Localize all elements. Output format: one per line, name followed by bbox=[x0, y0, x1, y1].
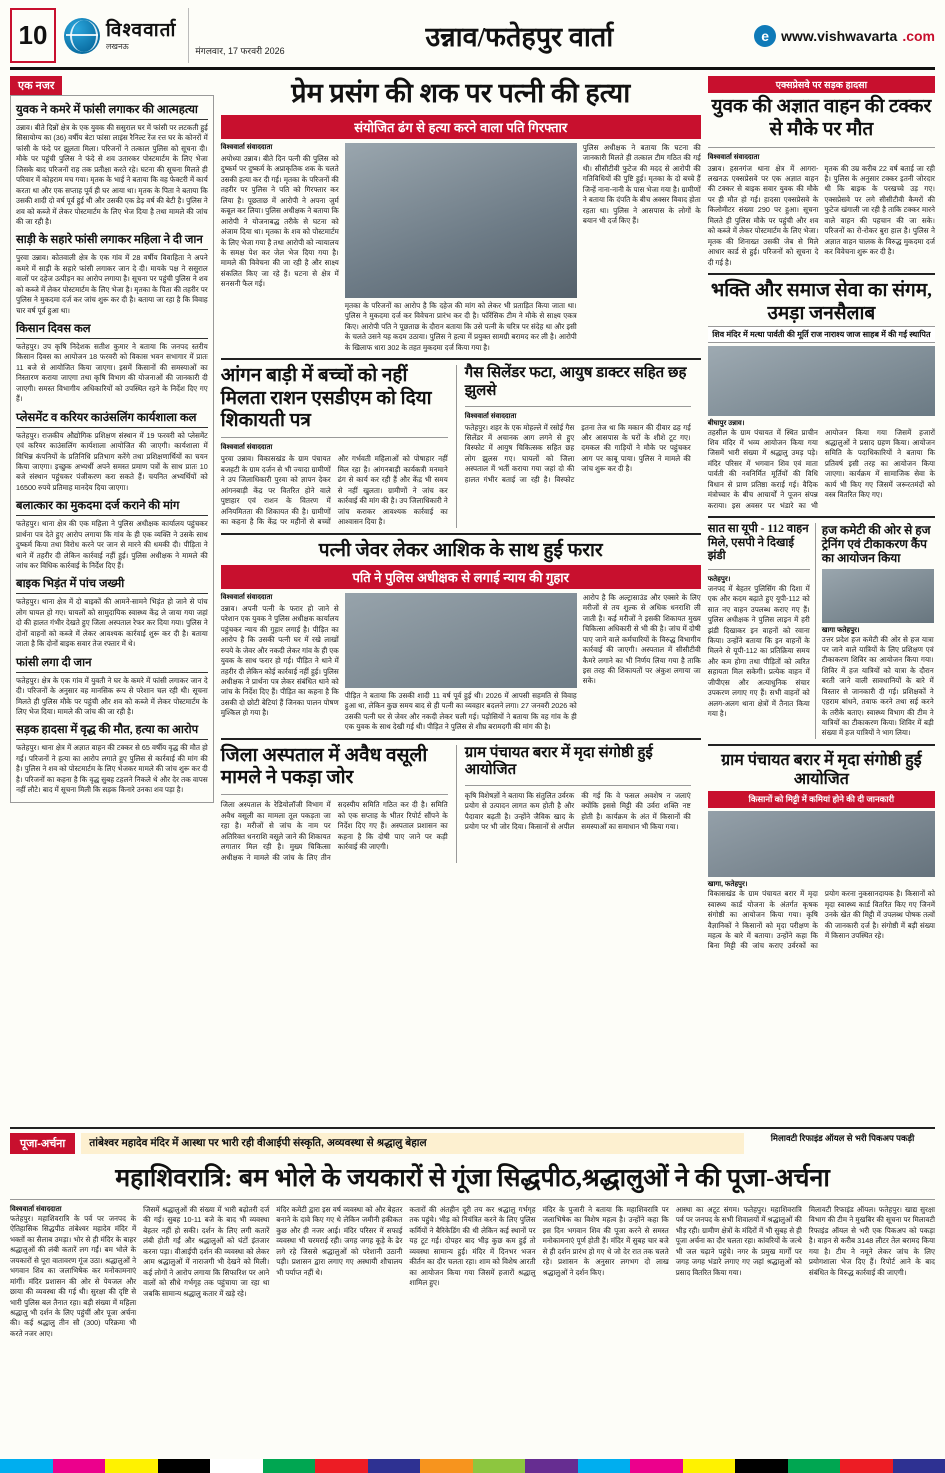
story-b1-byline: विश्ववार्ता संवाददाता bbox=[220, 444, 273, 452]
puja-tag: पूजा-अर्चना bbox=[10, 1133, 75, 1154]
r2-photo bbox=[708, 346, 935, 416]
r5-photo bbox=[708, 811, 935, 877]
site-com: .com bbox=[902, 27, 935, 44]
bottom-col-6: आस्था का अटूट संगम। फतेहपुर। महाशिवरात्रि पर्व पर जनपद के सभी शिवालयों में श्रद्धालुओं की भीड़ रही। ग्रामीण क्षेत्रों के मंदिरों में भी सुबह से ही पूजा अर्चना का दौर चलता रहा। कांवरियों के जत्थे भी जल चढ़ाने पहुंचे। नगर के प्रमुख मार्गों पर जगह जगह भंडारे लगाए गए जहां श्रद्धालुओं को प्रसाद वितरित किया गया। bbox=[675, 1205, 802, 1277]
left-item-title: बाइक भिड़ंत में पांच जख्मी bbox=[16, 576, 208, 594]
r3-body: जनपद में बेहतर पुलिसिंग की दिशा में एक और कदम बढ़ाते हुए यूपी-112 को सात नए वाहन उपलब्ध कराए गए हैं। पुलिस अधीक्षक ने पुलिस लाइन में हरी झंडी दिखाकर इन वाहनों को रवाना किया। उन्होंने बताया कि इन वाहनों के मिलने से यूपी-112 का प्रतिक्रिया समय और कम होगा तथा पीड़ितों को त्वरित सहायता मिल सकेगी। प्रत्येक वाहन में जीपीएस और अत्याधुनिक संचार उपकरण लगाए गए हैं। सभी वाहनों को अलग-अलग थाना क्षेत्रों में तैनात किया गया है। bbox=[707, 583, 810, 718]
bottom-byline: विश्ववार्ता संवाददाता bbox=[10, 1206, 62, 1213]
bottom-col-5: मंदिर के पुजारी ने बताया कि महाशिवरात्रि पर जलाभिषेक का विशेष महत्व है। उन्होंने कहा कि इस दिन भगवान शिव की पूजा करने से समस्त मनोकामनाएं पूर्ण होती हैं। मंदिर में सुबह चार बजे से ही दर्शन प्रारंभ हो गए थे जो देर रात तक चलते रहे। प्रशासन के अनुसार लगभग दो लाख श्रद्धालुओं ने दर्शन किए। bbox=[542, 1205, 669, 1277]
story-b1-body: पुरवा उन्नाव। विकासखंड के ग्राम पंचायत बजहटी के ग्राम दर्जन से भी ज्यादा ग्रामीणों ने उप जिलाधिकारी पुरवा को ज्ञापन देकर आंगनबाड़ी केंद्र पर वितरित होने वाले पुष्टाहार एवं राशन के वितरण में अनियमितता की शिकायत की है। ग्रामीणों का कहना है कि केंद्र पर महीनों से बच्चों और गर्भवती महिलाओं को पोषाहार नहीं मिल रहा है। आंगनबाड़ी कार्यकत्री मनमाने ढंग से कार्य कर रही हैं और केंद्र भी समय से नहीं खुलता। ग्रामीणों ने जांच कर कार्रवाई की मांग की है। उप जिलाधिकारी ने जांच कराकर आवश्यक कार्रवाई का आश्वासन दिया है। bbox=[220, 454, 448, 527]
lead-col-1: अयोध्या उन्नाव। बीते दिन पत्नी की पुलिस को दुष्कर्म पर दुष्कर्म के अप्राकृतिक शक के चलते उसकी हत्या कर दी गई। मृतका के परिजनों की तहरीर पर पुलिस ने पति को गिरफ्तार कर लिया है। पूछताछ में आरोपी ने अपना जुर्म कबूल कर लिया। पुलिस अधीक्षक ने बताया कि आरोपी ने योजनाबद्ध तरीके से घटना को अंजाम दिया था। मृतका के शव को पोस्टमार्टम के लिए भेजा गया है तथा आरोपी को न्यायालय के समक्ष पेश कर जेल भेज दिया गया है। मामले की विवेचना की जा रही है और साक्ष्य संकलित किए जा रहे हैं। घटना से क्षेत्र में सनसनी फैल गई। bbox=[220, 154, 339, 289]
r3-byline: फतेहपुर। bbox=[707, 575, 731, 583]
masthead bbox=[10, 8, 935, 70]
story-b3-byline: विश्ववार्ता संवाददाता bbox=[220, 593, 273, 601]
ek-nazar-label: एक नजर bbox=[10, 76, 62, 95]
globe-icon bbox=[64, 18, 100, 54]
lead-byline: विश्ववार्ता संवाददाता bbox=[220, 144, 273, 152]
e-globe-icon: e bbox=[754, 25, 776, 47]
r5-subhead: किसानों को मिट्टी में कमियां होने की दी जानकारी bbox=[708, 791, 935, 808]
bottom-col-1: फतेहपुर। महाशिवरात्रि के पर्व पर जनपद के ऐतिहासिक सिद्धपीठ तांबेश्वर महादेव मंदिर में भक्तों का सैलाब उमड़ा। भोर से ही मंदिर के बाहर श्रद्धालुओं की लंबी कतारें लग गईं। बम भोले के जयकारों से पूरा वातावरण गूंज उठा। श्रद्धालुओं ने भगवान शिव का जलाभिषेक कर मनोकामनाएं मांगीं। मंदिर प्रशासन की ओर से पेयजल और छाया की व्यवस्था की गई थी। सुरक्षा की दृष्टि से भारी पुलिस बल तैनात रहा। बड़ी संख्या में महिला श्रद्धालु भी दर्शन के लिए पहुंचीं और पूजा अर्चना की। कई श्रद्धालु तीन सौ (300) परिक्रमा भी करते नजर आए। bbox=[10, 1214, 137, 1338]
r1-headline: युवक की अज्ञात वाहन की टक्कर से मौके पर मौत bbox=[711, 96, 932, 140]
publication-logo bbox=[64, 8, 189, 63]
bottom-col-3: मंदिर कमेटी द्वारा इस वर्ष व्यवस्था को और बेहतर बनाने के दावे किए गए थे लेकिन जमीनी हकीकत कुछ और ही नजर आई। मंदिर परिसर में सफाई व्यवस्था भी चरमराई रही। जगह जगह कूड़े के ढेर लगे रहे जिससे श्रद्धालुओं को परेशानी उठानी पड़ी। प्रशासन द्वारा लगाए गए अस्थायी शौचालय भी पर्याप्त नहीं थे। bbox=[276, 1205, 403, 1277]
r1-col1: उन्नाव। हसनगंज थाना क्षेत्र में आगरा-लखनऊ एक्सप्रेसवे पर एक अज्ञात वाहन की टक्कर से बाइक सवार युवक की मौके पर ही मौत हो गई। हादसा एक्सप्रेसवे के किलोमीटर संख्या 290 पर हुआ। सूचना मिलते ही पुलिस मौके पर पहुंची और शव को कब्जे में लेकर पोस्टमार्टम के लिए भेजा। मृतक की शिनाख्त उसकी जेब से मिले आधार कार्ड से हुई। परिजनों को सूचना दे दी गई है। bbox=[707, 163, 819, 267]
bottom-divider bbox=[10, 1127, 935, 1129]
r1-banner: एक्सप्रेसवे पर सड़क हादसा bbox=[708, 76, 935, 93]
bottom-strap: तांबेश्वर महादेव मंदिर में आस्था पर भारी रही वीआईपी संस्कृति, अव्यवस्था से श्रद्धालु बेहाल bbox=[81, 1133, 744, 1154]
r2-subhead: शिव मंदिर में मत्था पार्वती की मूर्ति राज नाराश्य जाज साहब में की गई स्थापित bbox=[708, 326, 935, 343]
r5-headline: ग्राम पंचायत बरार में मृदा संगोष्ठी हुई आयोजित bbox=[721, 751, 922, 789]
left-item-title: युवक ने कमरे में फांसी लगाकर की आत्महत्या bbox=[16, 102, 208, 120]
r4-byline: खागा फतेहपुर। bbox=[821, 626, 860, 634]
story-b3-body: उन्नाव। अपनी पत्नी के फरार हो जाने से परेशान एक युवक ने पुलिस अधीक्षक कार्यालय पहुंचकर न्याय की गुहार लगाई है। पीड़ित का आरोप है कि उसकी पत्नी घर में रखे लाखों रुपये के जेवर और नकदी लेकर गांव के ही एक युवक के साथ फरार हो गई। पीड़ित ने थाने में तहरीर दी लेकिन कोई कार्रवाई नहीं हुई। पुलिस अधीक्षक ने प्रार्थना पत्र लेकर संबंधित थाने को जांच के निर्देश दिए हैं। पीड़ित का कहना है कि उसकी दो छोटी बेटियां हैं जिनका पालन पोषण मुश्किल हो गया है। bbox=[220, 603, 339, 718]
site-www: www.vishwavarta bbox=[781, 27, 898, 44]
r2-body: तहसील के ग्राम पंचायत में स्थित प्राचीन शिव मंदिर में भव्य आयोजन किया गया जिसमें भारी संख्या में श्रद्धालु उमड़ पड़े। मंदिर परिसर में भगवान शिव एवं माता पार्वती की नवनिर्मित मूर्तियों की विधि विधान से प्राण प्रतिष्ठा कराई गई। वैदिक मंत्रोच्चार के बीच आचार्यों ने पूजन संपन्न कराया। इस अवसर पर भंडारे का भी आयोजन किया गया जिसमें हजारों श्रद्धालुओं ने प्रसाद ग्रहण किया। आयोजन समिति के पदाधिकारियों ने बताया कि प्रतिवर्ष इसी तरह का आयोजन किया जाएगा। कार्यक्रम में सामाजिक सेवा के कार्य भी किए गए जिसमें जरूरतमंदों को वस्त्र वितरित किए गए। bbox=[707, 427, 935, 510]
r4-photo bbox=[822, 569, 934, 623]
date-line: मंगलवार, 17 फरवरी 2026 bbox=[195, 46, 285, 56]
website-link[interactable] bbox=[754, 25, 935, 47]
r5-byline: खागा, फतेहपुर। bbox=[707, 881, 748, 889]
r2-headline: भक्ति और समाज सेवा का संगम, उमड़ा जनसैलाब bbox=[710, 279, 932, 324]
left-item-title: साड़ी के सहारे फांसी लगाकर महिला ने दी जान bbox=[16, 232, 208, 250]
left-item-title: सड़क हादसा में वृद्ध की मौत, हत्या का आरोप bbox=[16, 722, 208, 740]
r2-byline: बीघापुर उन्नाव। bbox=[707, 419, 745, 427]
story-b4-body: जिला अस्पताल के रेडियोलॉजी विभाग में अवैध वसूली का मामला तूल पकड़ता जा रहा है। मरीजों से जांच के नाम पर अतिरिक्त धनराशि वसूले जाने की शिकायत लगातार मिल रही है। मुख्य चिकित्सा अधीक्षक ने मामले की जांच के लिए तीन सदस्यीय समिति गठित कर दी है। समिति को एक सप्ताह के भीतर रिपोर्ट सौंपने के निर्देश दिए गए हैं। अस्पताल प्रशासन का कहना है कि दोषी पाए जाने पर कड़ी कार्रवाई की जाएगी। bbox=[220, 800, 448, 862]
bottom-col-4: कतारों की अंतहीन दूरी तय कर श्रद्धालु गर्भगृह तक पहुंचे। भीड़ को नियंत्रित करने के लिए पुलिस कर्मियों ने बैरिकेडिंग की थी लेकिन कई स्थानों पर यह टूट गई। दोपहर बाद भीड़ कुछ कम हुई तो व्यवस्था सामान्य हुई। मंदिर में दिनभर भजन कीर्तन का दौर चलता रहा। शाम को विशेष आरती का आयोजन किया गया जिसमें हजारों श्रद्धालु शामिल हुए। bbox=[409, 1205, 536, 1288]
r5-body: विकासखंड के ग्राम पंचायत बरार में मृदा स्वास्थ्य कार्ड योजना के अंतर्गत कृषक संगोष्ठी का आयोजन किया गया। कृषि वैज्ञानिकों ने किसानों को मृदा परीक्षण के महत्व के बारे में बताया। उन्होंने कहा कि बिना मिट्टी की जांच कराए उर्वरकों का प्रयोग करना नुकसानदायक है। किसानों को मृदा स्वास्थ्य कार्ड वितरित किए गए जिनमें उनके खेत की मिट्टी में उपलब्ध पोषक तत्वों की जानकारी दर्ज है। संगोष्ठी में बड़ी संख्या में किसान उपस्थित रहे। bbox=[707, 889, 935, 951]
color-registration-bar bbox=[0, 1459, 945, 1473]
story-b3-photo bbox=[345, 593, 577, 688]
left-item-title: किसान दिवस कल bbox=[16, 321, 208, 339]
story-b2-byline: विश्ववार्ता संवाददाता bbox=[464, 412, 517, 420]
story-b1-headline: आंगन बाड़ी में बच्चों को नहीं मिलता राशन एसडीएम को दिया शिकायती पत्र bbox=[220, 365, 432, 432]
story-b3-subbanner: पति ने पुलिस अधीक्षक से लगाई न्याय की गुहार bbox=[221, 565, 701, 589]
lead-subbanner: संयोजित ढंग से हत्या करने वाला पति गिरफ्तार bbox=[221, 115, 701, 139]
right-column bbox=[708, 76, 935, 1121]
r4-body: उत्तर प्रदेश हज कमेटी की ओर से हज यात्रा पर जाने वाले यात्रियों के लिए प्रशिक्षण एवं टीकाकरण शिविर का आयोजन किया गया। शिविर में हज यात्रियों को यात्रा के दौरान बरती जाने वाली सावधानियों के बारे में विस्तार से जानकारी दी गई। प्रशिक्षकों ने एहराम बांधने, तवाफ करने तथा सई करने के तरीके बताए। स्वास्थ्य विभाग की टीम ने यात्रियों का टीकाकरण किया। शिविर में बड़ी संख्या में हज यात्रियों ने भाग लिया। bbox=[821, 634, 934, 738]
bottom-col-7: मिलावटी रिफाइंड ऑयल। फतेहपुर। खाद्य सुरक्षा विभाग की टीम ने मुखबिर की सूचना पर मिलावटी रिफाइंड ऑयल से भरी एक पिकअप को पकड़ा है। वाहन से करीब 3148 लीटर तेल बरामद किया गया है। टीम ने नमूने लेकर जांच के लिए प्रयोगशाला भेज दिए हैं। रिपोर्ट आने के बाद संबंधित के विरुद्ध कार्रवाई की जाएगी। bbox=[808, 1205, 935, 1277]
left-item-body: फतेहपुर। थाना क्षेत्र की एक महिला ने पुलिस अधीक्षक कार्यालय पहुंचकर प्रार्थना पत्र देते हुए आरोप लगाया कि गांव के ही एक व्यक्ति ने उसके साथ दुष्कर्म किया तथा विरोध करने पर जान से मारने की धमकी दी। पीड़िता ने थाने में तहरीर दी लेकिन कार्रवाई नहीं हुई। पुलिस अधीक्षक ने मामले की जांच कर विधिक कार्रवाई के निर्देश दिए हैं। bbox=[16, 519, 208, 570]
left-item-title: बलात्कार का मुकदमा दर्ज कराने की मांग bbox=[16, 498, 208, 516]
left-item-body: फतेहपुर। राजकीय औद्योगिक प्रशिक्षण संस्थान में 19 फरवरी को प्लेसमेंट एवं करियर काउंसलिंग कार्यशाला आयोजित की जाएगी। कार्यशाला में विभिन्न कंपनियों के प्रतिनिधि प्रतिभाग करेंगे तथा प्रशिक्षणार्थियों का चयन किया जाएगा। इच्छुक अभ्यर्थी अपने समस्त प्रमाण पत्रों के साथ प्रातः 10 बजे संस्थान पहुंचकर पंजीकरण करा सकते हैं। चयनित अभ्यर्थियों को 16500 रुपये प्रतिमाह मानदेय दिया जाएगा। bbox=[16, 430, 208, 492]
edition-title: उन्नाव/फतेहपुर वार्ता bbox=[425, 22, 614, 52]
left-item-body: फतेहपुर। थाना क्षेत्र में दो बाइकों की आमने-सामने भिड़ंत हो जाने से पांच लोग घायल हो गए। घायलों को सामुदायिक स्वास्थ्य केंद्र ले जाया गया जहां दो की हालत गंभीर देखते हुए जिला अस्पताल रेफर कर दिया गया। पुलिस ने दोनों वाहनों को कब्जे में लेकर आवश्यक कार्रवाई शुरू कर दी है। बताया जाता है कि दोनों बाइक सवार तेज रफ्तार में थे। bbox=[16, 597, 208, 649]
content-grid bbox=[10, 76, 935, 1121]
r3-headline: सात सा यूपी - 112 वाहन मिले, एसपी ने दिखाई झंडी bbox=[707, 523, 809, 563]
logo-name: विश्ववार्ता bbox=[106, 19, 177, 41]
ek-nazar-box bbox=[10, 95, 214, 803]
lead-col-3: पुलिस अधीक्षक ने बताया कि घटना की जानकारी मिलते ही तत्काल टीम गठित की गई थी। सीसीटीवी फुटेज की मदद से आरोपी की गतिविधियों की पुष्टि हुई। मृतका के दो बच्चे हैं जिन्हें नाना-नानी के पास भेजा गया है। ग्रामीणों ने बताया कि दंपति के बीच अक्सर विवाद होता रहता था। पुलिस ने आसपास के लोगों के बयान भी दर्ज किए हैं। bbox=[582, 143, 701, 226]
story-b4b-headline: ग्राम पंचायत बरार में मृदा संगोष्ठी हुई आयोजित bbox=[464, 744, 653, 779]
page-number: 10 bbox=[10, 8, 56, 63]
story-b3-col2: पीड़ित ने बताया कि उसकी शादी 11 वर्ष पूर्व हुई थी। 2026 में आपसी सहमति से विवाह हुआ था, लेकिन कुछ समय बाद से ही पत्नी का व्यवहार बदलने लगा। 27 जनवरी 2026 को उसकी पत्नी घर से जेवर और नकदी लेकर चली गई। पड़ोसियों ने बताया कि वह गांव के ही एक युवक के साथ देखी गई थी। पीड़ित ने पुलिस से शीघ्र बरामदगी की मांग की है। bbox=[344, 690, 577, 732]
left-column bbox=[10, 76, 214, 1121]
left-item-body: फतेहपुर। थाना क्षेत्र में अज्ञात वाहन की टक्कर से 65 वर्षीय वृद्ध की मौत हो गई। परिजनों ने हत्या का आरोप लगाते हुए पुलिस से कार्रवाई की मांग की है। पुलिस ने शव को पोस्टमार्टम के लिए भेजकर मामले की जांच शुरू कर दी है। परिजनों का कहना है कि वृद्ध सुबह टहलने निकले थे और देर तक वापस नहीं लौटे। बाद में सूचना मिली कि सड़क किनारे उनका शव पड़ा है। bbox=[16, 743, 208, 795]
bottom-strap-row bbox=[10, 1133, 935, 1154]
bottom-col-2: जिसमें श्रद्धालुओं की संख्या में भारी बढ़ोतरी दर्ज की गई। सुबह 10-11 बजे के बाद भी व्यवस्था बेहतर नहीं हो सकी। दर्शन के लिए लगी कतारें लंबी होती गईं और श्रद्धालुओं को घंटों इंतजार करना पड़ा। वीआईपी दर्शन की व्यवस्था को लेकर आम श्रद्धालुओं में नाराजगी भी देखने को मिली। कई लोगों ने आरोप लगाया कि सिफारिश पर आने वालों को सीधे गर्भगृह तक पहुंचाया जा रहा था जबकि सामान्य श्रद्धालु कतार में खड़े रहे। bbox=[143, 1205, 270, 1298]
story-b3-headline: पत्नी जेवर लेकर आशिक के साथ हुई फरार bbox=[318, 539, 603, 561]
middle-column bbox=[221, 76, 701, 1121]
left-item-body: पुरवा उन्नाव। कोतवाली क्षेत्र के एक गांव में 28 वर्षीय विवाहिता ने अपने कमरे में साड़ी के सहारे फांसी लगाकर जान दे दी। मायके पक्ष ने ससुराल वालों पर दहेज उत्पीड़न का आरोप लगाया है। सूचना पर पहुंची पुलिस ने शव को कब्जे में लेकर पोस्टमार्टम के लिए भेजा है। मृतका के पिता की तहरीर पर पुलिस ने मुकदमा दर्ज कर जांच शुरू कर दी है। बताया जा रहा है कि विवाह चार वर्ष पूर्व हुआ था। bbox=[16, 253, 208, 315]
left-item-title: प्लेसमेंट व करियर काउंसलिंग कार्यशाला कल bbox=[16, 410, 208, 428]
r1-col2: मृतक की उम्र करीब 22 वर्ष बताई जा रही है। पुलिस के अनुसार टक्कर इतनी जोरदार थी कि बाइक के परखच्चे उड़ गए। एक्सप्रेसवे पर लगे सीसीटीवी कैमरों की फुटेज खंगाली जा रही है ताकि टक्कर मारने वाले वाहन की पहचान की जा सके। परिजनों का रो-रोकर बुरा हाल है। पुलिस ने अज्ञात वाहन चालक के विरुद्ध मुकदमा दर्ज कर विवेचना शुरू कर दी है। bbox=[824, 163, 935, 257]
left-item-body: उन्नाव। बीते दिन्नों क्षेत्र के एक युवक की ससुराल घर में फांसी पर लटकती हुई सिसायोग्य का (36) वर्षीय बेटा फांसा लाइंस रैनिल्ट रेंज रत्त घर के कोनरों में फांसी के फंदे पर झूलता मिला। परिजनों ने तत्काल पुलिस को सूचना दी। मौके पर पहुंची पुलिस ने फंदे से शव उतारकर पोस्टमार्टम के लिए भेजा जिसके बाद परिजनों राह तक प्रतीक्षा करते रहे। घटना की सूचना मिलते ही परिवार में कोहराम मच गया। मृतक के भाई ने बताया कि वह फेक्टरी में कार्य करता था और एक सप्ताह पूर्व ही घर आया था। मृतक के पिता ने बताया कि उसकी शादी दो वर्ष पूर्व हुई थी और उसकी एक डेढ़ वर्ष की बेटी है। पुलिस ने शव को कब्जे में लेकर पोस्टमार्टम के लिए भेज दिया है तथा मामले की जांच की जा रही है। bbox=[16, 123, 208, 226]
story-b2-headline: गैस सिलेंडर फटा, आयुष डाक्टर सहित छह झुलसे bbox=[464, 365, 687, 399]
bottom-headline: महाशिवरात्रि: बम भोले के जयकारों से गूंजा सिद्धपीठ,श्रद्धालुओं ने की पूजा-अर्चना bbox=[115, 1165, 830, 1192]
lead-headline: प्रेम प्रसंग की शक पर पत्नी की हत्या bbox=[291, 78, 631, 108]
r1-byline: विश्ववार्ता संवाददाता bbox=[707, 153, 760, 161]
story-b4b-body: कृषि विशेषज्ञों ने बताया कि संतुलित उर्वरक प्रयोग से उत्पादन लागत कम होती है और पैदावार बढ़ती है। उन्होंने जैविक खाद के प्रयोग पर भी जोर दिया। किसानों से अपील की गई कि वे फसल अवशेष न जलाएं क्योंकि इससे मिट्टी की उर्वरा शक्ति नष्ट होती है। कार्यक्रम के अंत में किसानों की समस्याओं का समाधान भी किया गया। bbox=[464, 791, 691, 832]
lead-photo bbox=[345, 143, 577, 298]
bottom-right-note: मिलावटी रिफाइंड ऑयल से भरी पिकअप पकड़ी bbox=[770, 1133, 915, 1143]
logo-city: लखनऊ bbox=[106, 41, 129, 51]
left-item-body: फतेहपुर। क्षेत्र के एक गांव में युवती ने घर के कमरे में फांसी लगाकर जान दे दी। परिजनों के अनुसार वह मानसिक रूप से परेशान चल रही थी। सूचना मिलते ही पुलिस मौके पर पहुंची और शव को कब्जे में लेकर पोस्टमार्टम के लिए भेज दिया। मामले की जांच की जा रही है। bbox=[16, 675, 208, 716]
r4-headline: हज कमेटी की ओर से हज ट्रेनिंग एवं टीकाकरण कैंप का आयोजन किया bbox=[821, 523, 931, 566]
left-item-title: फांसी लगा दी जान bbox=[16, 655, 208, 673]
left-item-body: फतेहपुर। उप कृषि निदेशक सतीश कुमार ने बताया कि जनपद स्तरीय किसान दिवस का आयोजन 18 फरवरी को विकास भवन सभागार में प्रातः 11 बजे से आयोजित किया जाएगा। इसमें किसानों की समस्याओं का निस्तारण कराया जाएगा तथा कृषि विभाग की योजनाओं की जानकारी दी जाएगी। समस्त विभागीय अधिकारियों को उपस्थित रहने के निर्देश दिए गए हैं। bbox=[16, 342, 208, 404]
lead-col-2: मृतका के परिजनों का आरोप है कि दहेज की मांग को लेकर भी प्रताड़ित किया जाता था। पुलिस ने मुकदमा दर्ज कर विवेचना प्रारंभ कर दी है। फॉरेंसिक टीम ने मौके से साक्ष्य एकत्र किए। आरोपी पति ने पूछताछ के दौरान बताया कि उसे पत्नी के चरित्र पर संदेह था और इसी के चलते उसने यह कदम उठाया। पुलिस ने हत्या में प्रयुक्त सामग्री बरामद कर ली है। आरोपी के खिलाफ धारा 302 के तहत मुकदमा दर्ज किया गया है। bbox=[344, 301, 577, 352]
story-b4-headline: जिला अस्पताल में अवैध वसूली मामले ने पकड़ा जोर bbox=[220, 744, 428, 789]
story-b2-body: फतेहपुर। शहर के एक मोहल्ले में रसोई गैस सिलेंडर में अचानक आग लगने से हुए विस्फोट में आयुष चिकित्सक सहित छह लोग झुलस गए। घायलों को जिला अस्पताल में भर्ती कराया गया जहां दो की हालत गंभीर बताई जा रही है। विस्फोट इतना तेज था कि मकान की दीवार ढह गई और आसपास के घरों के शीशे टूट गए। दमकल की गाड़ियों ने मौके पर पहुंचकर आग पर काबू पाया। पुलिस ने मामले की जांच शुरू कर दी है। bbox=[464, 422, 691, 484]
story-b3-col3: आरोप है कि अल्ट्रासाउंड और एक्सरे के लिए मरीजों से तय शुल्क से अधिक धनराशि ली जाती है। कई मरीजों ने इसकी शिकायत मुख्य चिकित्सा अधिकारी से भी की है। जांच में दोषी पाए जाने वाले कर्मचारियों के विरुद्ध विभागीय कार्रवाई की जाएगी। अस्पताल में सीसीटीवी कैमरे लगाने का भी निर्णय लिया गया है ताकि इस तरह की शिकायतों पर अंकुश लगाया जा सके। bbox=[582, 592, 701, 686]
